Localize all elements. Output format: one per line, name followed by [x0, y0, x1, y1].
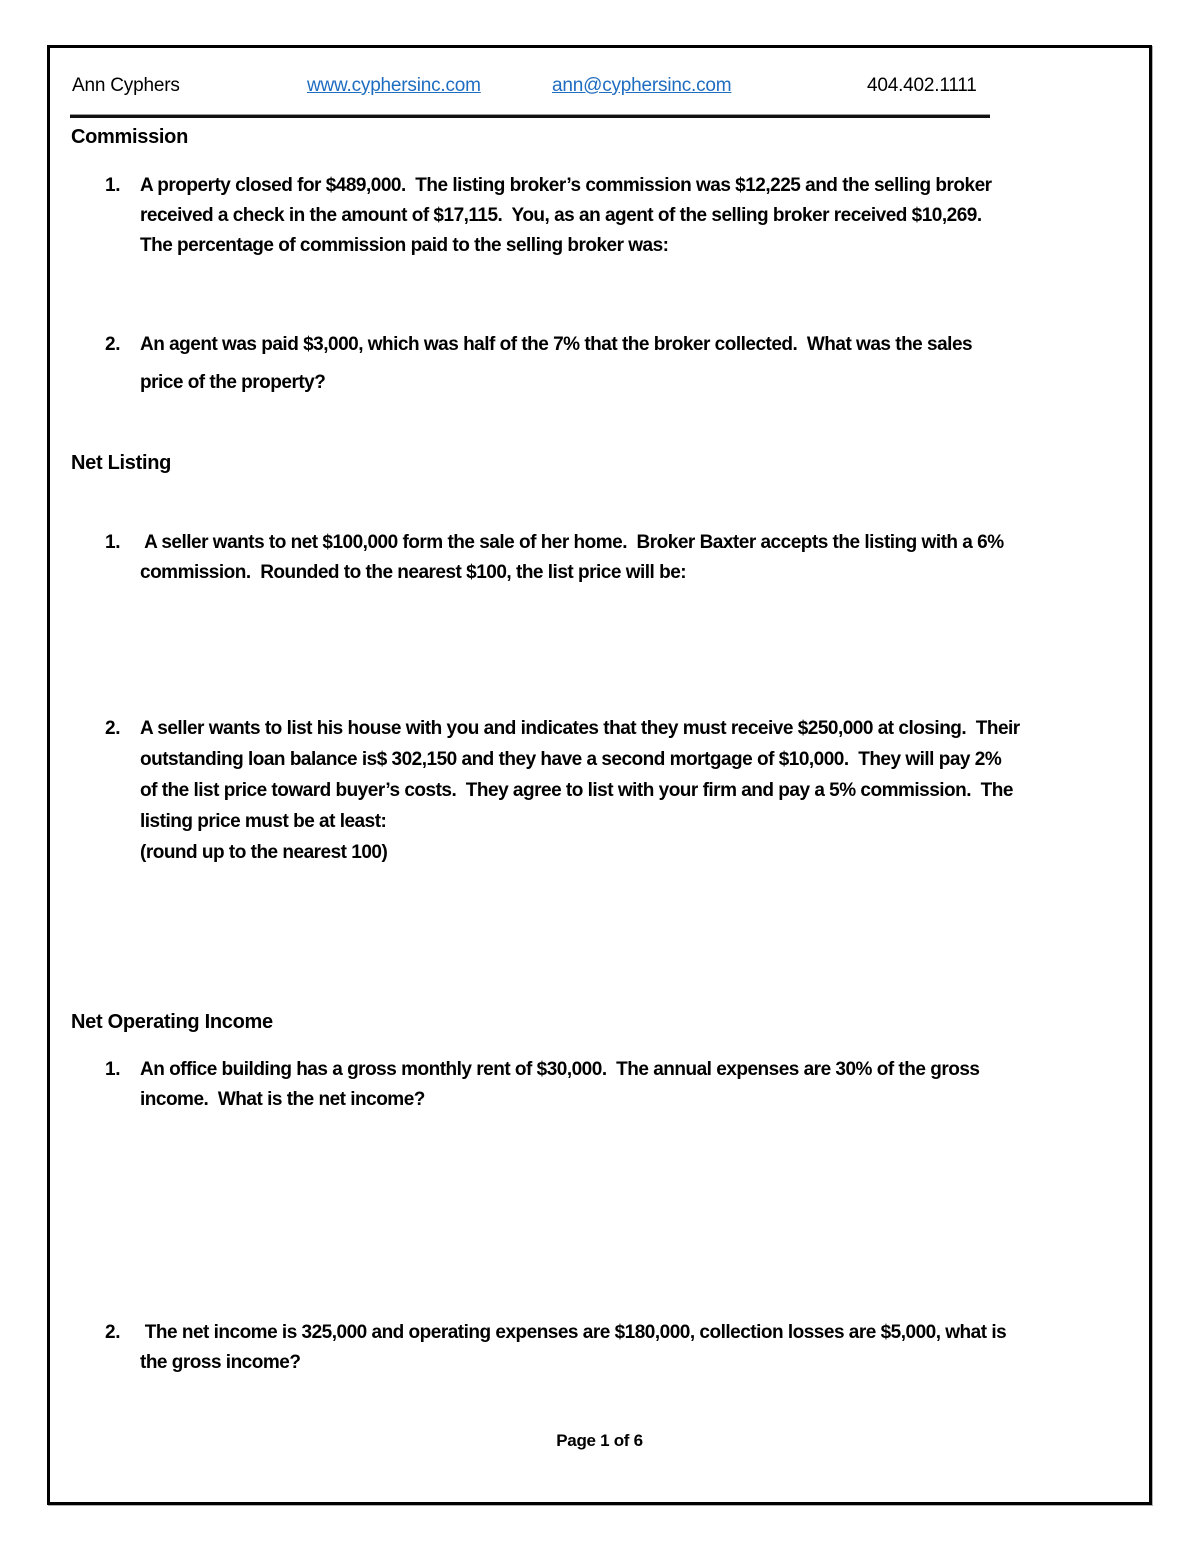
page-number: Page 1 of 6 [556, 1431, 643, 1450]
item-number: 2. [105, 334, 121, 355]
email-link[interactable]: ann@cyphersinc.com [552, 75, 732, 96]
problem-line: price of the property? [140, 372, 326, 393]
header-divider [70, 114, 990, 118]
phone-number: 404.402.1111 [867, 75, 977, 96]
problem-line: (round up to the nearest 100) [140, 842, 388, 863]
item-number: 1. [105, 175, 121, 196]
author-name: Ann Cyphers [72, 75, 180, 96]
problem-item [140, 1318, 1006, 1378]
problem-line: outstanding loan balance is$ 302,150 and they have a second mortgage of $10,000. They will pay 2% [140, 749, 1002, 770]
item-number: 1. [105, 532, 121, 553]
section-title-commission: Commission [71, 126, 189, 148]
problem-line: commission. Rounded to the nearest $100, the list price will be: [140, 562, 687, 583]
problem-line: received a check in the amount of $17,115. You, as an agent of the selling broker received $10,269. [140, 205, 982, 226]
website-link[interactable]: www.cyphersinc.com [307, 75, 481, 96]
problem-line: An agent was paid $3,000, which was half of the 7% that the broker collected. What was the sales [140, 334, 973, 355]
problem-item [140, 171, 992, 261]
problem-item [140, 528, 1004, 588]
problem-line: A seller wants to net $100,000 form the sale of her home. Broker Baxter accepts the listing with a 6% [140, 532, 1004, 553]
item-number: 1. [105, 1059, 121, 1080]
section-title-net-listing: Net Listing [71, 452, 172, 474]
problem-item [140, 326, 972, 402]
problem-line: of the list price toward buyer’s costs. They agree to list with your firm and pay a 5% commission. The [140, 780, 1013, 801]
problem-line: The net income is 325,000 and operating expenses are $180,000, collection losses are $5,000, what is [140, 1322, 1007, 1343]
item-number: 2. [105, 718, 121, 739]
item-number: 2. [105, 1322, 121, 1343]
problem-line: the gross income? [140, 1352, 301, 1373]
problem-line: The percentage of commission paid to the selling broker was: [140, 235, 669, 256]
problem-line: income. What is the net income? [140, 1089, 425, 1110]
problem-item [140, 713, 1020, 868]
problem-item [140, 1055, 979, 1115]
problem-line: An office building has a gross monthly rent of $30,000. The annual expenses are 30% of the gross [140, 1059, 980, 1080]
problem-line: A property closed for $489,000. The listing broker’s commission was $12,225 and the selling broker [140, 175, 992, 196]
section-title-net-operating-income: Net Operating Income [71, 1011, 273, 1033]
problem-line: listing price must be at least: [140, 811, 387, 832]
problem-line: A seller wants to list his house with you and indicates that they must receive $250,000 at closing. Their [140, 718, 1020, 739]
